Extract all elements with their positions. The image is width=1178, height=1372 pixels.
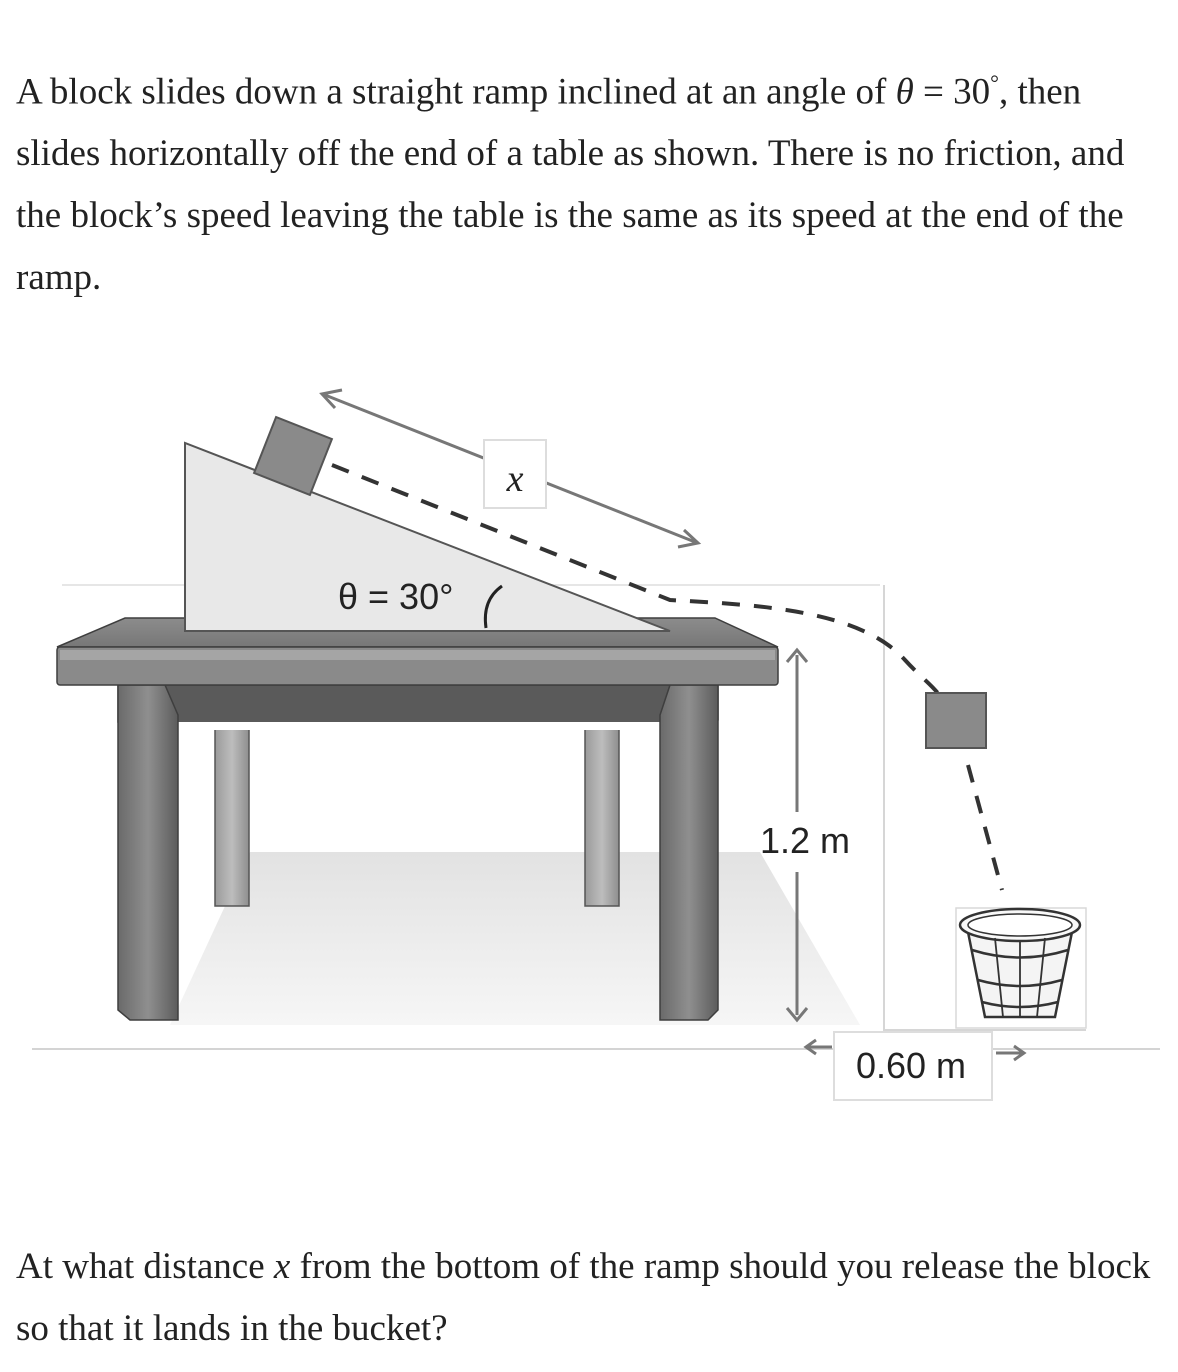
table-apron (118, 685, 718, 728)
question-variable: x (273, 1246, 291, 1287)
problem-statement (16, 52, 1166, 309)
intro-equals: = 30 (913, 71, 991, 113)
fall-path (968, 765, 1002, 890)
question-text-2: from the bottom of the ramp should you release the block so that it lands in the bucket? (16, 1246, 1151, 1349)
distance-arrow-left (806, 1040, 832, 1054)
distance-label: 0.60 m (855, 1045, 967, 1086)
ramp-distance-label: x (506, 458, 524, 500)
front-leg-right (660, 685, 718, 1020)
intro-text-2: , then slides horizontally off the end of a table as shown. There is no friction, and the block’s speed leaving the table is the same as its speed at the end of the ramp. (16, 71, 1125, 299)
degree-symbol: ° (990, 70, 999, 95)
question-text-1: At what distance (16, 1246, 274, 1287)
floor-shadow (170, 852, 860, 1025)
ramp-table-diagram (0, 360, 1178, 1120)
question (16, 1236, 1166, 1360)
theta-symbol: θ (895, 71, 914, 113)
angle-label: θ = 30° (338, 576, 454, 617)
front-leg-left (118, 685, 178, 1020)
intro-text-1: A block slides down a straight ramp inclined at an angle of (16, 71, 896, 113)
back-leg-right (585, 720, 619, 906)
back-leg-left (215, 720, 249, 906)
falling-block (926, 693, 986, 748)
bucket (956, 908, 1086, 1028)
table-top-edge-shine (60, 650, 775, 660)
height-label: 1.2 m (759, 820, 851, 861)
apron-inner (160, 722, 700, 730)
